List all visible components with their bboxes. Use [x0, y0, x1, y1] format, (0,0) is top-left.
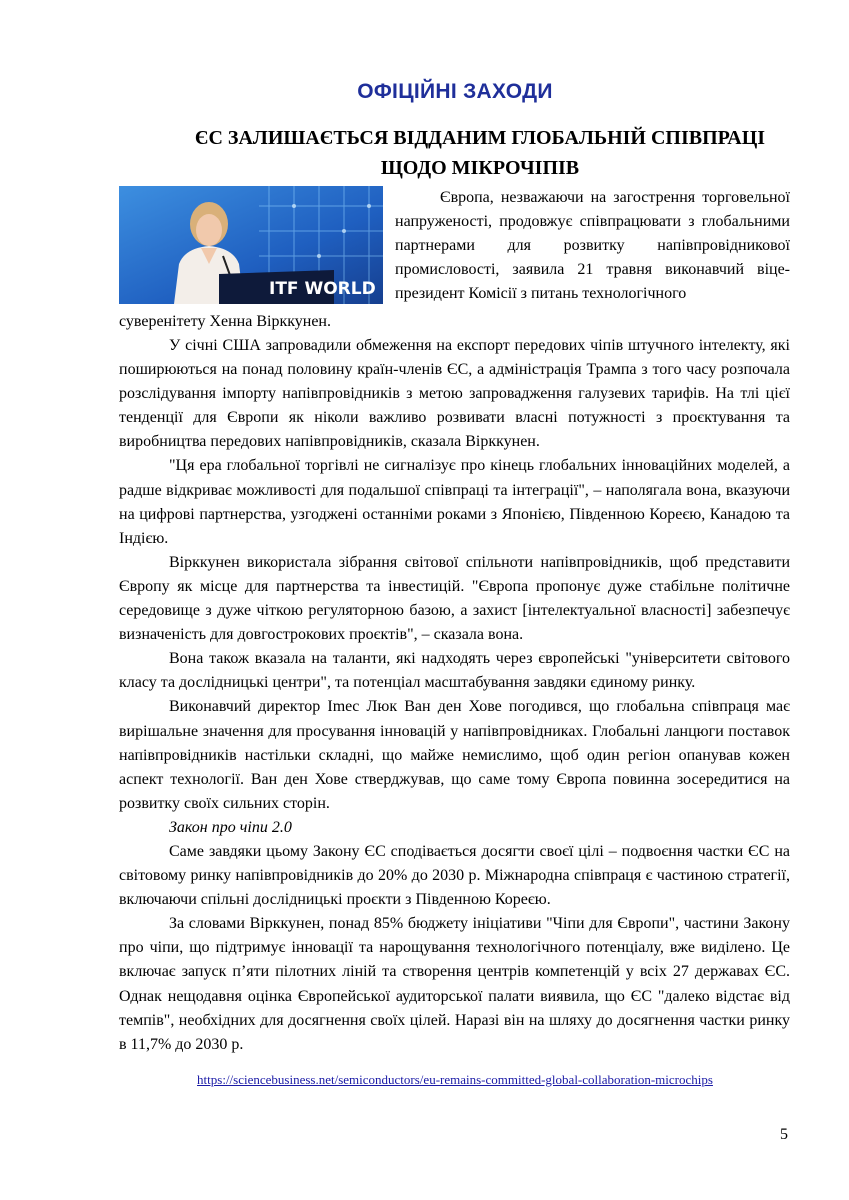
- body-paragraph: "Ця ера глобальної торгівлі не сигналізує про кінець глобальних інноваційних моделей, а радше відкриває можливості для подальшої співпраці та інтеграції", – наполягала вона, вказуючи на цифрові партнерства, узгоджені останніми роками з Японією, Південною Кореєю, Канадою та Індією.: [119, 457, 790, 547]
- article-title: [175, 123, 785, 183]
- intro-paragraph: Європа, незважаючи на загострення торговельної напруженості, продовжує співпрацювати з глобальними партнерами для розвитку напівпровідникової промисловості, заявила 21 травня виконавчий віце-президент Комісії з питань технологічного: [395, 189, 790, 303]
- subheading: Закон про чіпи 2.0: [169, 818, 292, 836]
- body-paragraph: Вона також вказала на таланти, які надходять через європейські "університети світового класу та дослідницькі центри", та потенціал масштабування завдяки єдиному ринку.: [119, 650, 790, 692]
- speaker-photo: [119, 186, 383, 304]
- intro-paragraph-tail: суверенітету Хенна Вірккунен.: [119, 313, 331, 330]
- body-paragraph: За словами Вірккунен, понад 85% бюджету ініціативи "Чіпи для Європи", частини Закону про чіпи, що підтримує інновації та нарощування технологічного потенціалу, вже виділено. Це включає запуск п’яти пілотних ліній та створення центрів компетенцій у всіх 27 державах ЄС. Однак нещодавня оцінка Європейської аудиторської палати виявила, що ЄС "далеко відстає від темпів", необхідних для досягнення своїх цілей. Наразі він на шляху до досягнення частки ринку в 11,7% до 2030 р.: [119, 915, 790, 1053]
- article-title-line-2: ЩОДО МІКРОЧІПІВ: [380, 157, 580, 179]
- body-paragraph: У січні США запровадили обмеження на експорт передових чіпів штучного інтелекту, які поширюються на понад половину країн-членів ЄС, а адміністрація Трампа з того часу розпочала розслідування імпорту напівпровідників з метою запровадження галузевих тарифів. На тлі цієї тенденції для Європи як ніколи важливо розвивати власні потужності з проєктування та виробництва передових напівпровідників, сказала Вірккунен.: [119, 337, 790, 451]
- article-body: [119, 334, 790, 1057]
- page-number: 5: [780, 1126, 788, 1143]
- podium-sign-text: ITF WORLD: [269, 279, 376, 299]
- section-title: ОФІЦІЙНІ ЗАХОДИ: [357, 80, 553, 103]
- body-paragraph: Виконавчий директор Imec Люк Ван ден Хове погодився, що глобальна співпраця має вирішальне значення для просування інновацій у напівпровідниках. Глобальні ланцюги поставок напівпровідників настільки складні, що майже немислимо, щоб один регіон опанував кожен аспект технології. Ван ден Хове стверджував, що саме тому Європа повинна зосередитися на розвитку своїх сильних сторін.: [119, 698, 790, 812]
- body-paragraph: Вірккунен використала зібрання світової спільноти напівпровідників, щоб представити Європу як місце для партнерства та інвестицій. "Європа пропонує дуже стабільне політичне середовище з дуже чіткою регуляторною базою, а захист [інтелектуальної власності] забезпечує визначеність для довгострокових проєктів", – сказала вона.: [119, 553, 790, 644]
- source-link[interactable]: https://sciencebusiness.net/semiconductors/eu-remains-committed-global-collaboration-microchips: [197, 1072, 713, 1087]
- body-paragraph: Саме завдяки цьому Закону ЄС сподівається досягти своєї цілі – подвоєння частки ЄС на світовому ринку напівпровідників до 20% до 2030 р. Міжнародна співпраця є частиною стратегії, включаючи спільні дослідницькі проєкти з Південною Кореєю.: [119, 842, 790, 909]
- article-title-line-1: ЄС ЗАЛИШАЄТЬСЯ ВІДДАНИМ ГЛОБАЛЬНІЙ СПІВПРАЦІ: [194, 127, 766, 149]
